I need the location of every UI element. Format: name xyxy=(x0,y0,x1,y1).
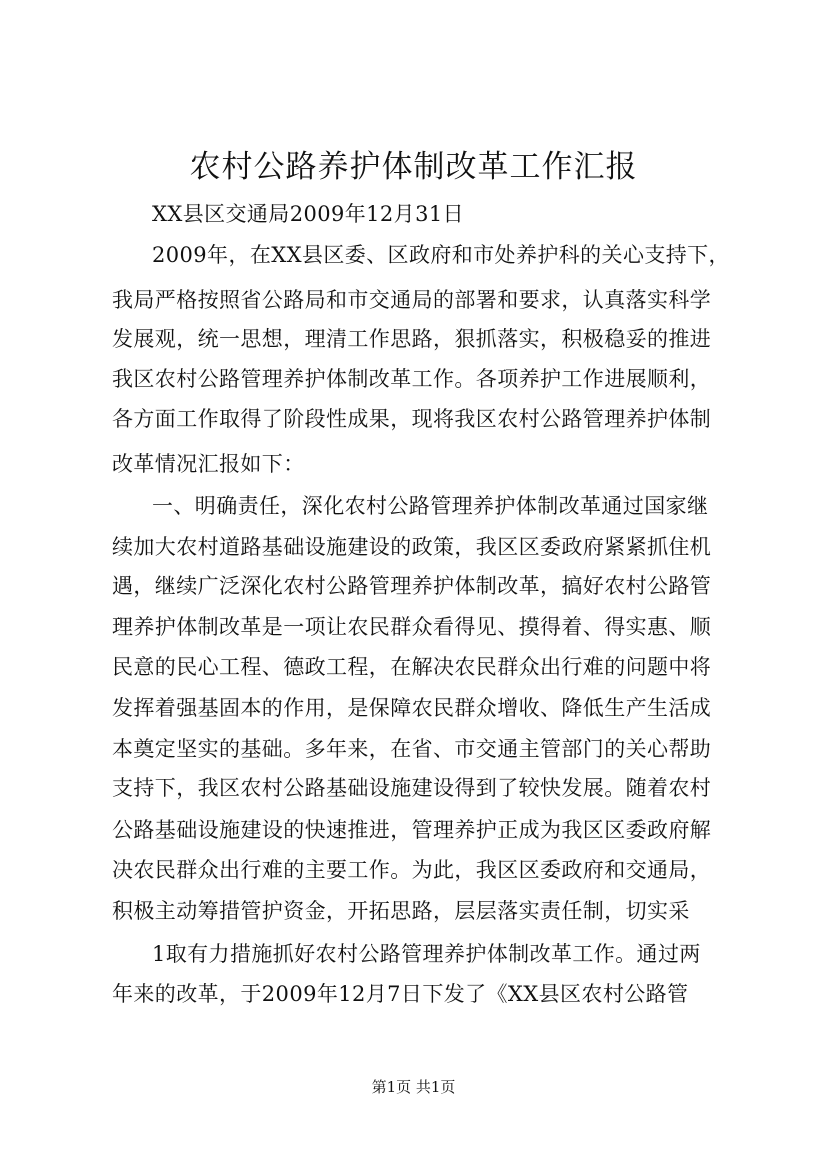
paragraph-line: 本奠定坚实的基础。多年来，在省、市交通主管部门的关心帮助 xyxy=(112,737,712,761)
paragraph-line: 改革情况汇报如下： xyxy=(112,452,305,476)
paragraph-line: 支持下，我区农村公路基础设施建设得到了较快发展。随着农村 xyxy=(112,776,712,800)
paragraph-line: 1取有力措施抓好农村公路管理养护体制改革工作。通过两 xyxy=(152,942,701,966)
paragraph-line: 发展观，统一思想，理清工作思路，狠抓落实，积极稳妥的推进 xyxy=(112,327,712,351)
paragraph-line: 我区农村公路管理养护体制改革工作。各项养护工作进展顺利， xyxy=(112,367,712,391)
paragraph-line: 决农民群众出行难的主要工作。为此，我区区委政府和交通局， xyxy=(112,858,712,882)
paragraph-line: 积极主动筹措管护资金，开拓思路，层层落实责任制，切实采 xyxy=(112,899,690,923)
paragraph-line: 一、明确责任，深化农村公路管理养护体制改革通过国家继 xyxy=(152,494,709,518)
paragraph-line: 续加大农村道路基础设施建设的政策，我区区委政府紧紧抓住机 xyxy=(112,535,712,559)
document-title: 农村公路养护体制改革工作汇报 xyxy=(189,149,638,185)
paragraph-line: 年来的改革，于2009年12月7日下发了《XX县区农村公路管 xyxy=(112,982,689,1006)
paragraph-line: 2009年，在XX县区委、区政府和市处养护科的关心支持下， xyxy=(152,243,730,267)
paragraph-line: 公路基础设施建设的快速推进，管理养护正成为我区区委政府解 xyxy=(112,818,712,842)
document-byline: XX县区交通局2009年12月31日 xyxy=(152,202,464,226)
page-footer: 第1页 共1页 xyxy=(371,1078,456,1096)
paragraph-line: 发挥着强基固本的作用，是保障农民群众增收、降低生产生活成 xyxy=(112,696,712,720)
paragraph-line: 理养护体制改革是一项让农民群众看得见、摸得着、得实惠、顺 xyxy=(112,615,712,639)
paragraph-line: 民意的民心工程、德政工程，在解决农民群众出行难的问题中将 xyxy=(112,655,712,679)
paragraph-line: 遇，继续广泛深化农村公路管理养护体制改革，搞好农村公路管 xyxy=(112,574,712,598)
paragraph-line: 各方面工作取得了阶段性成果，现将我区农村公路管理养护体制 xyxy=(112,407,712,431)
paragraph-line: 我局严格按照省公路局和市交通局的部署和要求，认真落实科学 xyxy=(112,288,712,312)
